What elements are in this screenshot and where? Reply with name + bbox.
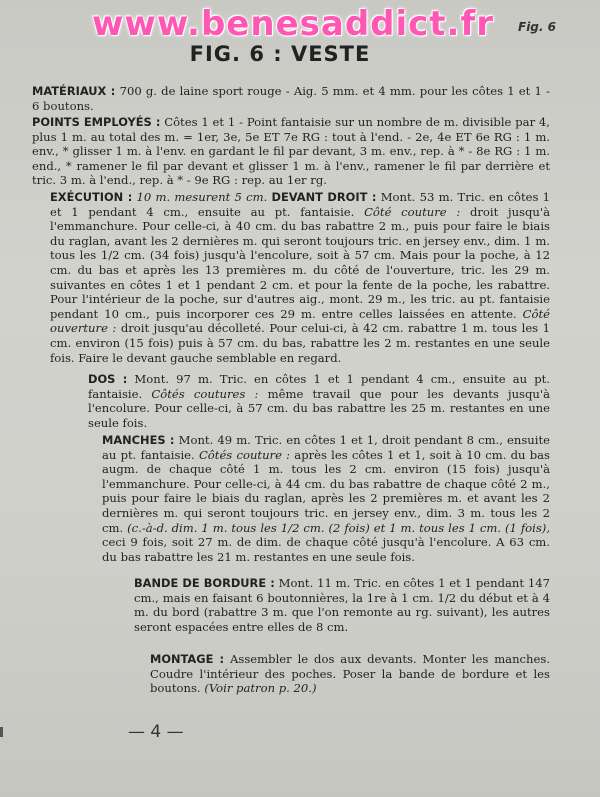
execution-paragraph — [50, 190, 550, 365]
points-paragraph — [32, 115, 550, 188]
manches-text-1: Mont. 49 m. Tric. en côtes 1 et 1, droit pendant 8 cm., ensuite au pt. fantaisie. — [102, 433, 550, 462]
bande-text: Mont. 11 m. Tric. en côtes 1 et 1 pendant 147 cm., mais en faisant 6 boutonnières, la 1re à 1 cm. 1/2 du début et à 4 m. du bord (rabattre 3 m. que l'on remonte au rg. suivant), les autres seront espacées entre elles de 8 cm. — [134, 576, 550, 634]
manches-italic-2: (c.-à-d. dim. 1 m. tous les 1/2 cm. (2 fois) et 1 m. tous les 1 cm. (1 fois), — [127, 520, 551, 535]
dos-text-2: même travail que pour les devants jusqu'à l'encolure. Pour celle-ci, à 57 cm. du bas rabattre les 25 m. restantes en une seule fois. — [88, 386, 550, 430]
montage-heading: MONTAGE : — [150, 652, 225, 666]
devant-droit-heading: DEVANT DROIT : — [271, 190, 377, 204]
execution-italic-1: Côté couture : — [364, 204, 461, 219]
bande-heading: BANDE DE BORDURE : — [134, 576, 275, 590]
points-text: Côtes 1 et 1 - Point fantaisie sur un nombre de m. divisible par 4, plus 1 m. au total des m. = 1er, 3e, 5e ET 7e RG : tout à l'end. - 2e, 4e ET 6e RG : 1 m. env., * glisser 1 m. à l'env. en gardant le fil par devant, 3 m. env., rep. à * - 8e RG : 1 m. end., * ramener le fil par devant et glisser 1 m. à l'env., ramener le fil par derrière et tric. 3 m. à l'end., rep. à * - 9e RG : rep. au 1er rg. — [32, 115, 550, 188]
manches-text-2: après les côtes 1 et 1, soit à 10 cm. du bas augm. de chaque côté 1 m. tous les 2 cm. environ (15 fois) jusqu'à l'emmanchure. Pour celle-ci, à 44 cm. du bas rabattre de chaque côté 2 m., puis pour faire le biais du raglan, après les 2 premières m. et avant les 2 dernières m. qui seront toujours tric. en jersey env., dim. 3 m. tous les 2 cm. — [102, 447, 551, 535]
dos-italic-1: Côtés coutures : — [151, 386, 259, 401]
execution-text-2: droit jusqu'à l'emmanchure. Pour celle-ci, à 40 cm. du bas rabattre 2 m., puis pour faire le biais du raglan, avant les 2 dernières m. qui seront toujours tric. en jersey env., dim. 1 m. tous les 1/2 cm. (34 fois) jusqu'à l'encolure, soit à 57 cm. Mais pour la poche, à 12 cm. du bas et après les 13 premières m. du côté de l'ouverture, tric. les 29 m. suivantes en côtes 1 et 1 pendant 2 cm. et pour la fente de la poche, les rabattre. Pour l'intérieur de la poche, sur d'autres aig., mont. 29 m., les tric. au pt. fantaisie pendant 10 cm., puis incorporer ces 29 m. entre celles laissées en attente. — [50, 204, 550, 321]
page-number: — 4 — — [128, 722, 184, 742]
bande-paragraph — [134, 576, 550, 634]
materiaux-text: 700 g. de laine sport rouge - Aig. 5 mm. et 4 mm. pour les côtes 1 et 1 - 6 boutons. — [32, 84, 551, 113]
dos-heading: DOS : — [88, 372, 128, 386]
figure-label: Fig. 6 — [518, 20, 556, 34]
watermark: www.benesaddict.fr — [92, 4, 495, 44]
materiaux-paragraph — [32, 84, 550, 113]
execution-text-1: Mont. 53 m. Tric. en côtes 1 et 1 pendant 4 cm., ensuite au pt. fantaisie. — [50, 190, 551, 219]
dos-paragraph — [88, 372, 550, 430]
manches-italic-1: Côtés couture : — [198, 447, 291, 462]
binding-mark — [0, 727, 3, 737]
montage-text: Assembler le dos aux devants. Monter les manches. Coudre l'intérieur des poches. Poser la bande de bordure et les boutons. — [150, 652, 551, 696]
execution-gauge: 10 m. mesurent 5 cm. — [136, 190, 268, 204]
materiaux-heading: MATÉRIAUX : — [32, 84, 116, 98]
points-heading: POINTS EMPLOYÉS : — [32, 115, 161, 129]
execution-text-3: droit jusqu'au décolleté. Pour celui-ci, à 42 cm. rabattre 1 m. tous les 1 cm. environ (15 fois) puis à 57 cm. du bas, rabattre les 2 m. restantes en une seule fois. Faire le devant gauche semblable en regard. — [50, 321, 551, 365]
montage-paragraph — [150, 652, 550, 696]
manches-text-3: ceci 9 fois, soit 27 m. de dim. de chaque côté jusqu'à l'encolure. A 63 cm. du bas rabattre les 21 m. restantes en une seule fois. — [102, 535, 550, 564]
execution-heading: EXÉCUTION : — [50, 190, 133, 204]
montage-italic: (Voir patron p. 20.) — [204, 681, 317, 696]
manches-paragraph — [102, 433, 550, 564]
execution-italic-2: Côté ouverture : — [50, 306, 551, 336]
manches-heading: MANCHES : — [102, 433, 175, 447]
dos-text-1: Mont. 97 m. Tric. en côtes 1 et 1 pendant 4 cm., ensuite au pt. fantaisie. — [88, 372, 550, 401]
page-title: FIG. 6 : VESTE — [189, 42, 371, 66]
